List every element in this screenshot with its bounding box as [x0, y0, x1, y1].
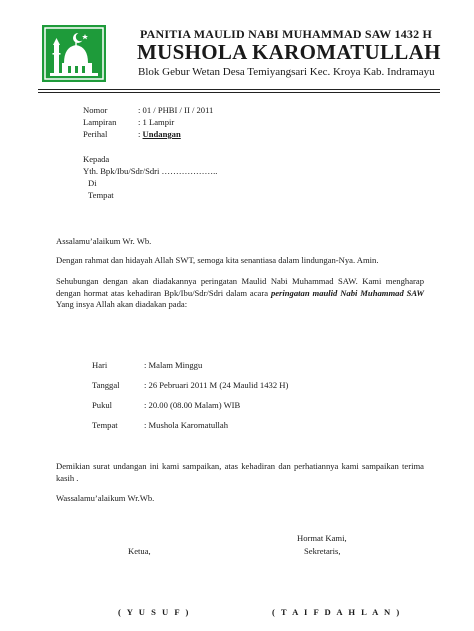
di-label: Di — [88, 178, 97, 188]
paragraph-closing: Demikian surat undangan ini kami sampaikan, atas kehadiran dan perhatiannya kami sampaikan terima kasih . — [56, 461, 424, 483]
detail-label-hari: Hari — [92, 360, 108, 370]
detail-label-pukul: Pukul — [92, 400, 113, 410]
detail-label-tanggal: Tanggal — [92, 380, 120, 390]
organization-name: MUSHOLA KAROMATULLAH — [137, 40, 441, 64]
paragraph-opening: Dengan rahmat dan hidayah Allah SWT, semoga kita senantiasa dalam lindungan-Nya. Amin. — [56, 255, 379, 265]
perihal-value — [138, 129, 181, 139]
greeting: Assalamu’alaikum Wr. Wb. — [56, 236, 152, 246]
sekretaris-title: Sekretaris, — [304, 546, 341, 556]
perihal-colon: : — [138, 129, 141, 139]
event-name: peringatan maulid Nabi Muhammad SAW — [270, 287, 425, 298]
perihal-label: Perihal — [83, 129, 108, 139]
nomor-value: : 01 / PHBI / II / 2011 — [138, 105, 214, 115]
kepada-label: Kepada — [83, 154, 110, 164]
ketua-title: Ketua, — [128, 546, 151, 556]
header-rule-bottom — [38, 92, 440, 93]
nomor-label: Nomor — [83, 105, 108, 115]
recipient-line: Yth. Bpk/Ibu/Sdr/Sdri ……………….. — [83, 166, 218, 176]
detail-value-tempat: : Mushola Karomatullah — [144, 420, 229, 430]
tempat-label: Tempat — [88, 190, 114, 200]
lampiran-value: : 1 Lampir — [138, 117, 175, 127]
organization-address: Blok Gebur Wetan Desa Temiyangsari Kec. Kroya Kab. Indramayu — [138, 66, 435, 78]
mosque-logo — [42, 25, 106, 82]
invitation-text: Sehubungan dengan akan diadakannya peringatan Maulid Nabi Muhammad SAW. Kami mengharap dengan hormat atas kehadiran Bpk/Ibu/Sdr/Sdri dalam acara — [56, 276, 424, 298]
committee-heading: PANITIA MAULID NABI MUHAMMAD SAW 1432 H — [140, 27, 433, 41]
header-rule-top — [38, 89, 440, 90]
detail-value-hari: : Malam Minggu — [144, 360, 203, 370]
hormat-kami: Hormat Kami, — [297, 533, 347, 543]
detail-value-pukul: : 20.00 (08.00 Malam) WIB — [144, 400, 241, 410]
sekretaris-name: ( T A I F D A H L A N ) — [272, 607, 402, 617]
ketua-name: ( Y U S U F ) — [118, 607, 191, 617]
detail-value-tanggal: : 26 Pebruari 2011 M (24 Maulid 1432 H) — [144, 380, 289, 390]
detail-label-tempat: Tempat — [92, 420, 118, 430]
perihal-text: Undangan — [142, 129, 181, 139]
invitation-end: Yang insya Allah akan diadakan pada: — [56, 299, 188, 309]
paragraph-invitation — [56, 276, 424, 311]
farewell: Wassalamu’alaikum Wr.Wb. — [56, 493, 155, 503]
lampiran-label: Lampiran — [83, 117, 117, 127]
